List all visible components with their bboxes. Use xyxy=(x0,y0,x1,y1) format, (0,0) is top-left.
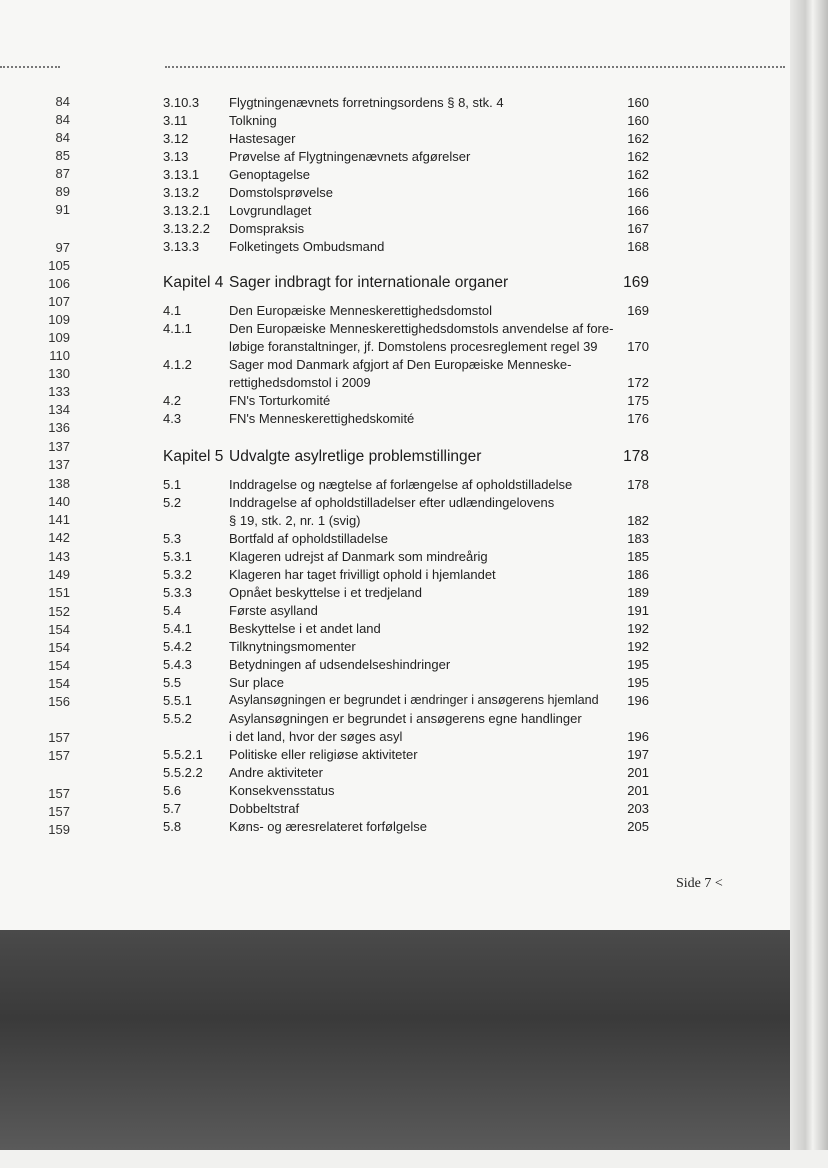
toc-page: 189 xyxy=(627,585,649,600)
toc-number: 5.5.2.2 xyxy=(163,765,203,780)
page-edge xyxy=(790,0,828,1168)
left-page-number: 154 xyxy=(48,640,70,655)
toc-title: Udvalgte asylretlige problemstillinger xyxy=(229,448,482,465)
toc-title: Tolkning xyxy=(229,113,277,128)
toc-title: Asylansøgningen er begrundet i ansøgerens egne handlinger xyxy=(229,711,582,726)
toc-title: Domstolsprøvelse xyxy=(229,185,334,200)
toc-number: 3.11 xyxy=(163,113,188,128)
toc-number: 5.4 xyxy=(163,603,182,618)
toc-page: 176 xyxy=(627,411,649,426)
left-page-number: 138 xyxy=(48,476,70,491)
left-page-number: 97 xyxy=(55,240,70,255)
page-footer-label: Side 7 < xyxy=(676,876,723,891)
toc-title: Sur place xyxy=(229,675,284,690)
toc-title: Prøvelse af Flygtningenævnets afgørelser xyxy=(229,149,471,164)
left-page-number: 84 xyxy=(55,94,70,109)
toc-title: Sager mod Danmark afgjort af Den Europæiske Menneske- xyxy=(229,357,572,372)
toc-title: FN's Torturkomité xyxy=(229,393,331,408)
toc-page: 195 xyxy=(627,675,649,690)
toc-number: 3.13.2.1 xyxy=(163,203,210,218)
toc-number: 5.5.1 xyxy=(163,693,192,708)
toc-number: 3.13.2 xyxy=(163,185,200,200)
toc-title: Konsekvensstatus xyxy=(229,783,335,798)
toc-number: 5.3.1 xyxy=(163,549,192,564)
left-page-number: 141 xyxy=(48,512,70,527)
toc-number: 5.4.2 xyxy=(163,639,192,654)
toc-title: Klageren udrejst af Danmark som mindreårig xyxy=(229,549,488,564)
toc-title: Hastesager xyxy=(229,131,296,146)
toc-title: Flygtningenævnets forretningsordens § 8, stk. 4 xyxy=(229,95,504,110)
toc-page: 201 xyxy=(627,765,649,780)
left-page-number: 84 xyxy=(55,130,70,145)
toc-number: 3.12 xyxy=(163,131,189,146)
left-page-number: 151 xyxy=(48,585,70,600)
dotted-rule-left xyxy=(0,66,60,68)
left-page-number: 134 xyxy=(48,402,70,417)
left-page-number: 136 xyxy=(48,420,70,435)
left-page-number: 106 xyxy=(48,276,70,291)
toc-page: 203 xyxy=(627,801,649,816)
toc-number: 4.2 xyxy=(163,393,182,408)
toc-title: Betydningen af udsendelseshindringer xyxy=(229,657,451,672)
toc-title: Den Europæiske Menneskerettighedsdomstol xyxy=(229,303,493,318)
toc-number: 5.1 xyxy=(163,477,182,492)
toc-number: 5.2 xyxy=(163,495,182,510)
toc-number: 5.5 xyxy=(163,675,182,690)
toc-page: 172 xyxy=(627,375,649,390)
toc-number: 4.3 xyxy=(163,411,182,426)
toc-page: 166 xyxy=(627,203,649,218)
left-page-number: 110 xyxy=(49,348,70,363)
toc-number: 3.13 xyxy=(163,149,189,164)
toc-number: 5.4.1 xyxy=(163,621,192,636)
toc-page: 191 xyxy=(627,603,649,618)
toc-page: 196 xyxy=(627,693,649,708)
toc-number: 5.5.2.1 xyxy=(163,747,203,762)
left-page-number: 157 xyxy=(48,786,70,801)
toc-title: Sager indbragt for internationale organer xyxy=(229,274,509,291)
left-page-number: 140 xyxy=(48,494,70,509)
toc-number: 5.3.3 xyxy=(163,585,192,600)
left-page-number: 159 xyxy=(48,822,70,837)
left-page-number: 142 xyxy=(48,530,70,545)
toc-title: Beskyttelse i et andet land xyxy=(229,621,381,636)
toc-title: Asylansøgningen er begrundet i ændringer i ansøgerens hjemland xyxy=(229,693,599,707)
left-page-number: 152 xyxy=(48,604,70,619)
toc-title: i det land, hvor der søges asyl xyxy=(229,729,403,744)
toc-number: 4.1.1 xyxy=(163,321,192,336)
toc-page: 178 xyxy=(627,477,649,492)
toc-number: 4.1 xyxy=(163,303,182,318)
toc-number: 4.1.2 xyxy=(163,357,192,372)
left-page-number: 154 xyxy=(48,658,70,673)
toc-page: 192 xyxy=(627,639,649,654)
scan-border xyxy=(0,1150,828,1168)
toc-title: Køns- og æresrelateret forfølgelse xyxy=(229,819,427,834)
toc-title: § 19, stk. 2, nr. 1 (svig) xyxy=(229,513,361,528)
toc-title: løbige foranstaltninger, jf. Domstolens procesreglement regel 39 xyxy=(229,339,598,354)
left-page-number: 154 xyxy=(48,622,70,637)
toc-title: Inddragelse af opholdstilladelser efter udlændingelovens xyxy=(229,495,555,510)
toc-number: 5.4.3 xyxy=(163,657,192,672)
toc-title: Første asylland xyxy=(229,603,318,618)
left-page-number: 109 xyxy=(48,330,70,345)
toc-number: 3.13.3 xyxy=(163,239,200,254)
left-page-number: 89 xyxy=(55,184,70,199)
left-page-number: 157 xyxy=(48,804,70,819)
toc-title: Tilknytningsmomenter xyxy=(229,639,356,654)
left-page-number: 107 xyxy=(48,294,70,309)
toc-number: Kapitel 5 xyxy=(163,448,224,465)
toc-title: Andre aktiviteter xyxy=(229,765,323,780)
left-page-number: 133 xyxy=(48,384,70,399)
toc-title: Domspraksis xyxy=(229,221,305,236)
left-page-number: 157 xyxy=(48,730,70,745)
toc-title: Folketingets Ombudsmand xyxy=(229,239,385,254)
toc-title: Opnået beskyttelse i et tredjeland xyxy=(229,585,422,600)
left-page-number: 156 xyxy=(48,694,70,709)
left-page-number: 143 xyxy=(48,549,70,564)
toc-page: 185 xyxy=(627,549,649,564)
toc-page: 175 xyxy=(627,393,649,408)
left-page-number: 105 xyxy=(48,258,70,273)
toc-page: 192 xyxy=(627,621,649,636)
toc-page: 178 xyxy=(623,448,649,465)
toc-page: 205 xyxy=(627,819,649,834)
toc-title: Den Europæiske Menneskerettighedsdomstols anvendelse af fore- xyxy=(229,321,614,336)
toc-page: 183 xyxy=(627,531,649,546)
toc-number: 3.10.3 xyxy=(163,95,200,110)
toc-number: 5.7 xyxy=(163,801,182,816)
scan-background xyxy=(0,930,790,1150)
toc-title: Politiske eller religiøse aktiviteter xyxy=(229,747,418,762)
toc-page: 196 xyxy=(627,729,649,744)
toc-number: 5.5.2 xyxy=(163,711,192,726)
left-page-number: 109 xyxy=(48,312,70,327)
toc-page: 162 xyxy=(627,149,649,164)
toc-page: 160 xyxy=(627,95,649,110)
toc-page: 162 xyxy=(627,167,649,182)
toc-number: 5.8 xyxy=(163,819,182,834)
toc-page: 195 xyxy=(627,657,649,672)
toc-title: Klageren har taget frivilligt ophold i hjemlandet xyxy=(229,567,496,582)
toc-page: 186 xyxy=(627,567,649,582)
toc-page: 162 xyxy=(627,131,649,146)
toc-number: 5.3 xyxy=(163,531,182,546)
left-page-number: 157 xyxy=(48,748,70,763)
toc-number: 3.13.1 xyxy=(163,167,200,182)
toc-page: 169 xyxy=(623,274,649,291)
toc-title: Dobbeltstraf xyxy=(229,801,300,816)
toc-page: 201 xyxy=(627,783,649,798)
left-page-number: 84 xyxy=(55,112,70,127)
toc-number: Kapitel 4 xyxy=(163,274,224,291)
toc-title: rettighedsdomstol i 2009 xyxy=(229,375,371,390)
toc-title: Inddragelse og nægtelse af forlængelse af opholdstilladelse xyxy=(229,477,573,492)
toc-title: Bortfald af opholdstilladelse xyxy=(229,531,388,546)
toc-page: 182 xyxy=(627,513,649,528)
toc-page: 170 xyxy=(627,339,649,354)
toc-page: 160 xyxy=(627,113,649,128)
toc-title: FN's Menneskerettighedskomité xyxy=(229,411,415,426)
toc-title: Genoptagelse xyxy=(229,167,310,182)
left-page-number: 85 xyxy=(55,148,70,163)
left-page-number: 137 xyxy=(48,457,70,472)
toc-page: 168 xyxy=(627,239,649,254)
toc-page: 166 xyxy=(627,185,649,200)
left-page-number: 87 xyxy=(55,166,70,181)
toc-number: 5.3.2 xyxy=(163,567,192,582)
toc-number: 5.6 xyxy=(163,783,182,798)
toc-page: 167 xyxy=(627,221,649,236)
toc-title: Lovgrundlaget xyxy=(229,203,312,218)
toc-page: 169 xyxy=(627,303,649,318)
left-page-number: 130 xyxy=(48,366,70,381)
left-page-number: 91 xyxy=(55,202,70,217)
left-page-number: 154 xyxy=(48,676,70,691)
left-page-number: 137 xyxy=(48,439,70,454)
toc-number: 3.13.2.2 xyxy=(163,221,210,236)
left-page-number: 149 xyxy=(48,567,70,582)
dotted-rule xyxy=(165,66,785,68)
toc-page: 197 xyxy=(627,747,649,762)
